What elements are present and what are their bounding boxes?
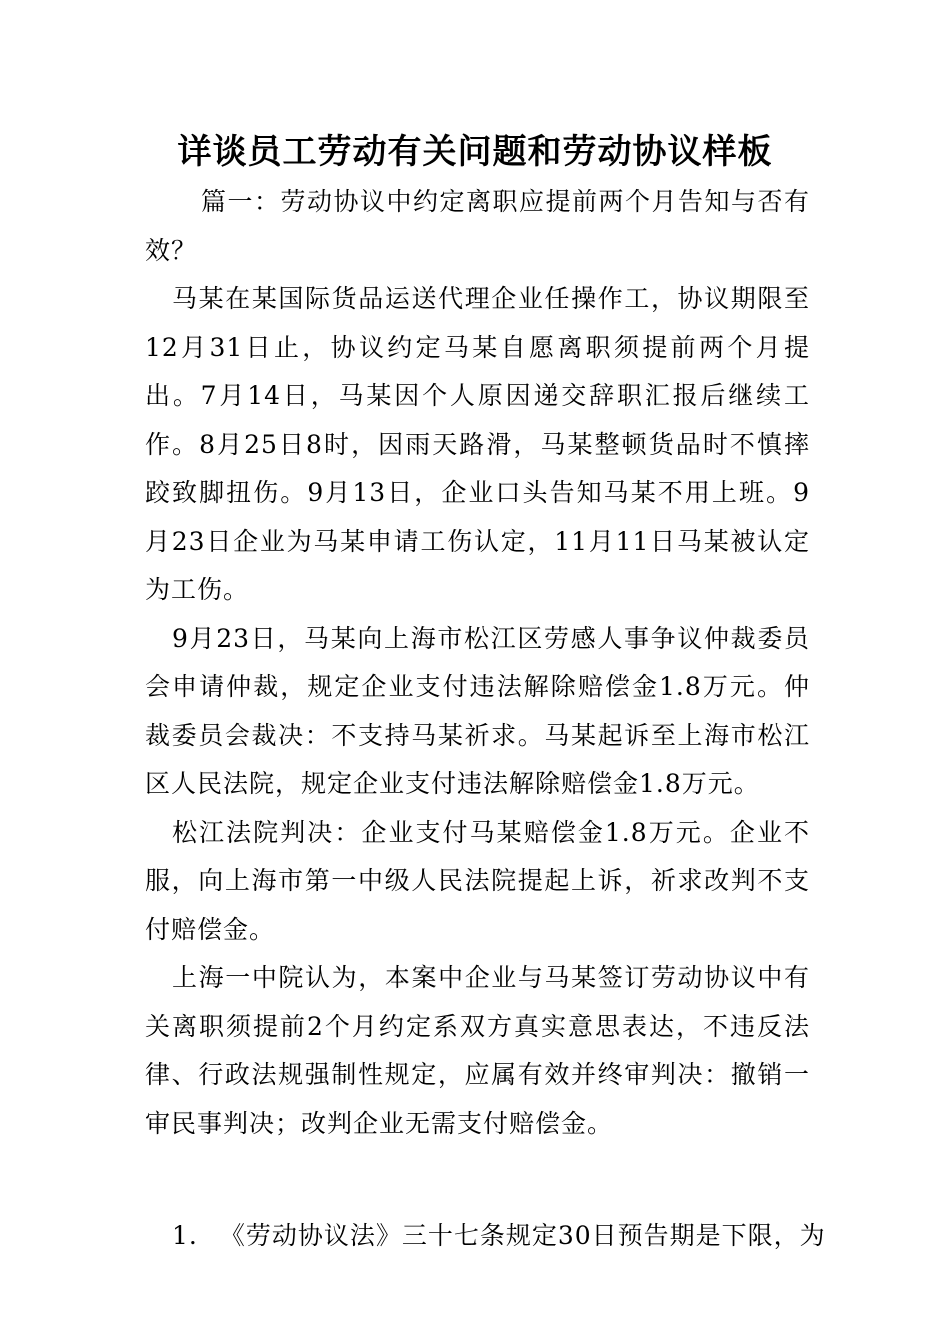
list-item-number: 1. [172, 1221, 198, 1250]
paragraph-first-instance: 松江法院判决：企业支付马某赔偿金1.8万元。企业不服，向上海市第一中级人民法院提起上诉，祈求改判不支付赔偿金。 [145, 817, 810, 944]
document-title: 详谈员工劳动有关问题和劳动协议样板 [177, 132, 773, 172]
list-item-text: 《劳动协议法》三十七条规定30日预告期是下限，为 [219, 1221, 826, 1250]
paragraph-case-facts: 马某在某国际货品运送代理企业任操作工，协议期限至12月31日止，协议约定马某自愿离职须提前两个月提出。7月14日，马某因个人原因递交辞职汇报后继续工作。8月25日8时，因雨天路滑，马某整顿货品时不慎摔跤致脚扭伤。9月13日，企业口头告知马某不用上班。9月23日企业为马某申请工伤认定，11月11日马某被认定为工伤。 [145, 284, 810, 604]
document-body [145, 178, 826, 1261]
paragraph-spacer [145, 1148, 810, 1212]
section-heading: 篇一：劳动协议中约定离职应提前两个月告知与否有效？ [145, 187, 810, 265]
paragraph-arbitration: 9月23日，马某向上海市松江区劳感人事争议仲裁委员会申请仲裁，规定企业支付违法解除赔偿金1.8万元。仲裁委员会裁决：不支持马某祈求。马某起诉至上海市松江区人民法院，规定企业支付违法解除赔偿金1.8万元。 [145, 623, 810, 798]
paragraph-final-judgment: 上海一中院认为，本案中企业与马某签订劳动协议中有关离职须提前2个月约定系双方真实意思表达，不违反法律、行政法规强制性规定，应属有效并终审判决：撤销一审民事判决；改判企业无需支付赔偿金。 [145, 963, 810, 1138]
list-item [145, 1212, 826, 1261]
